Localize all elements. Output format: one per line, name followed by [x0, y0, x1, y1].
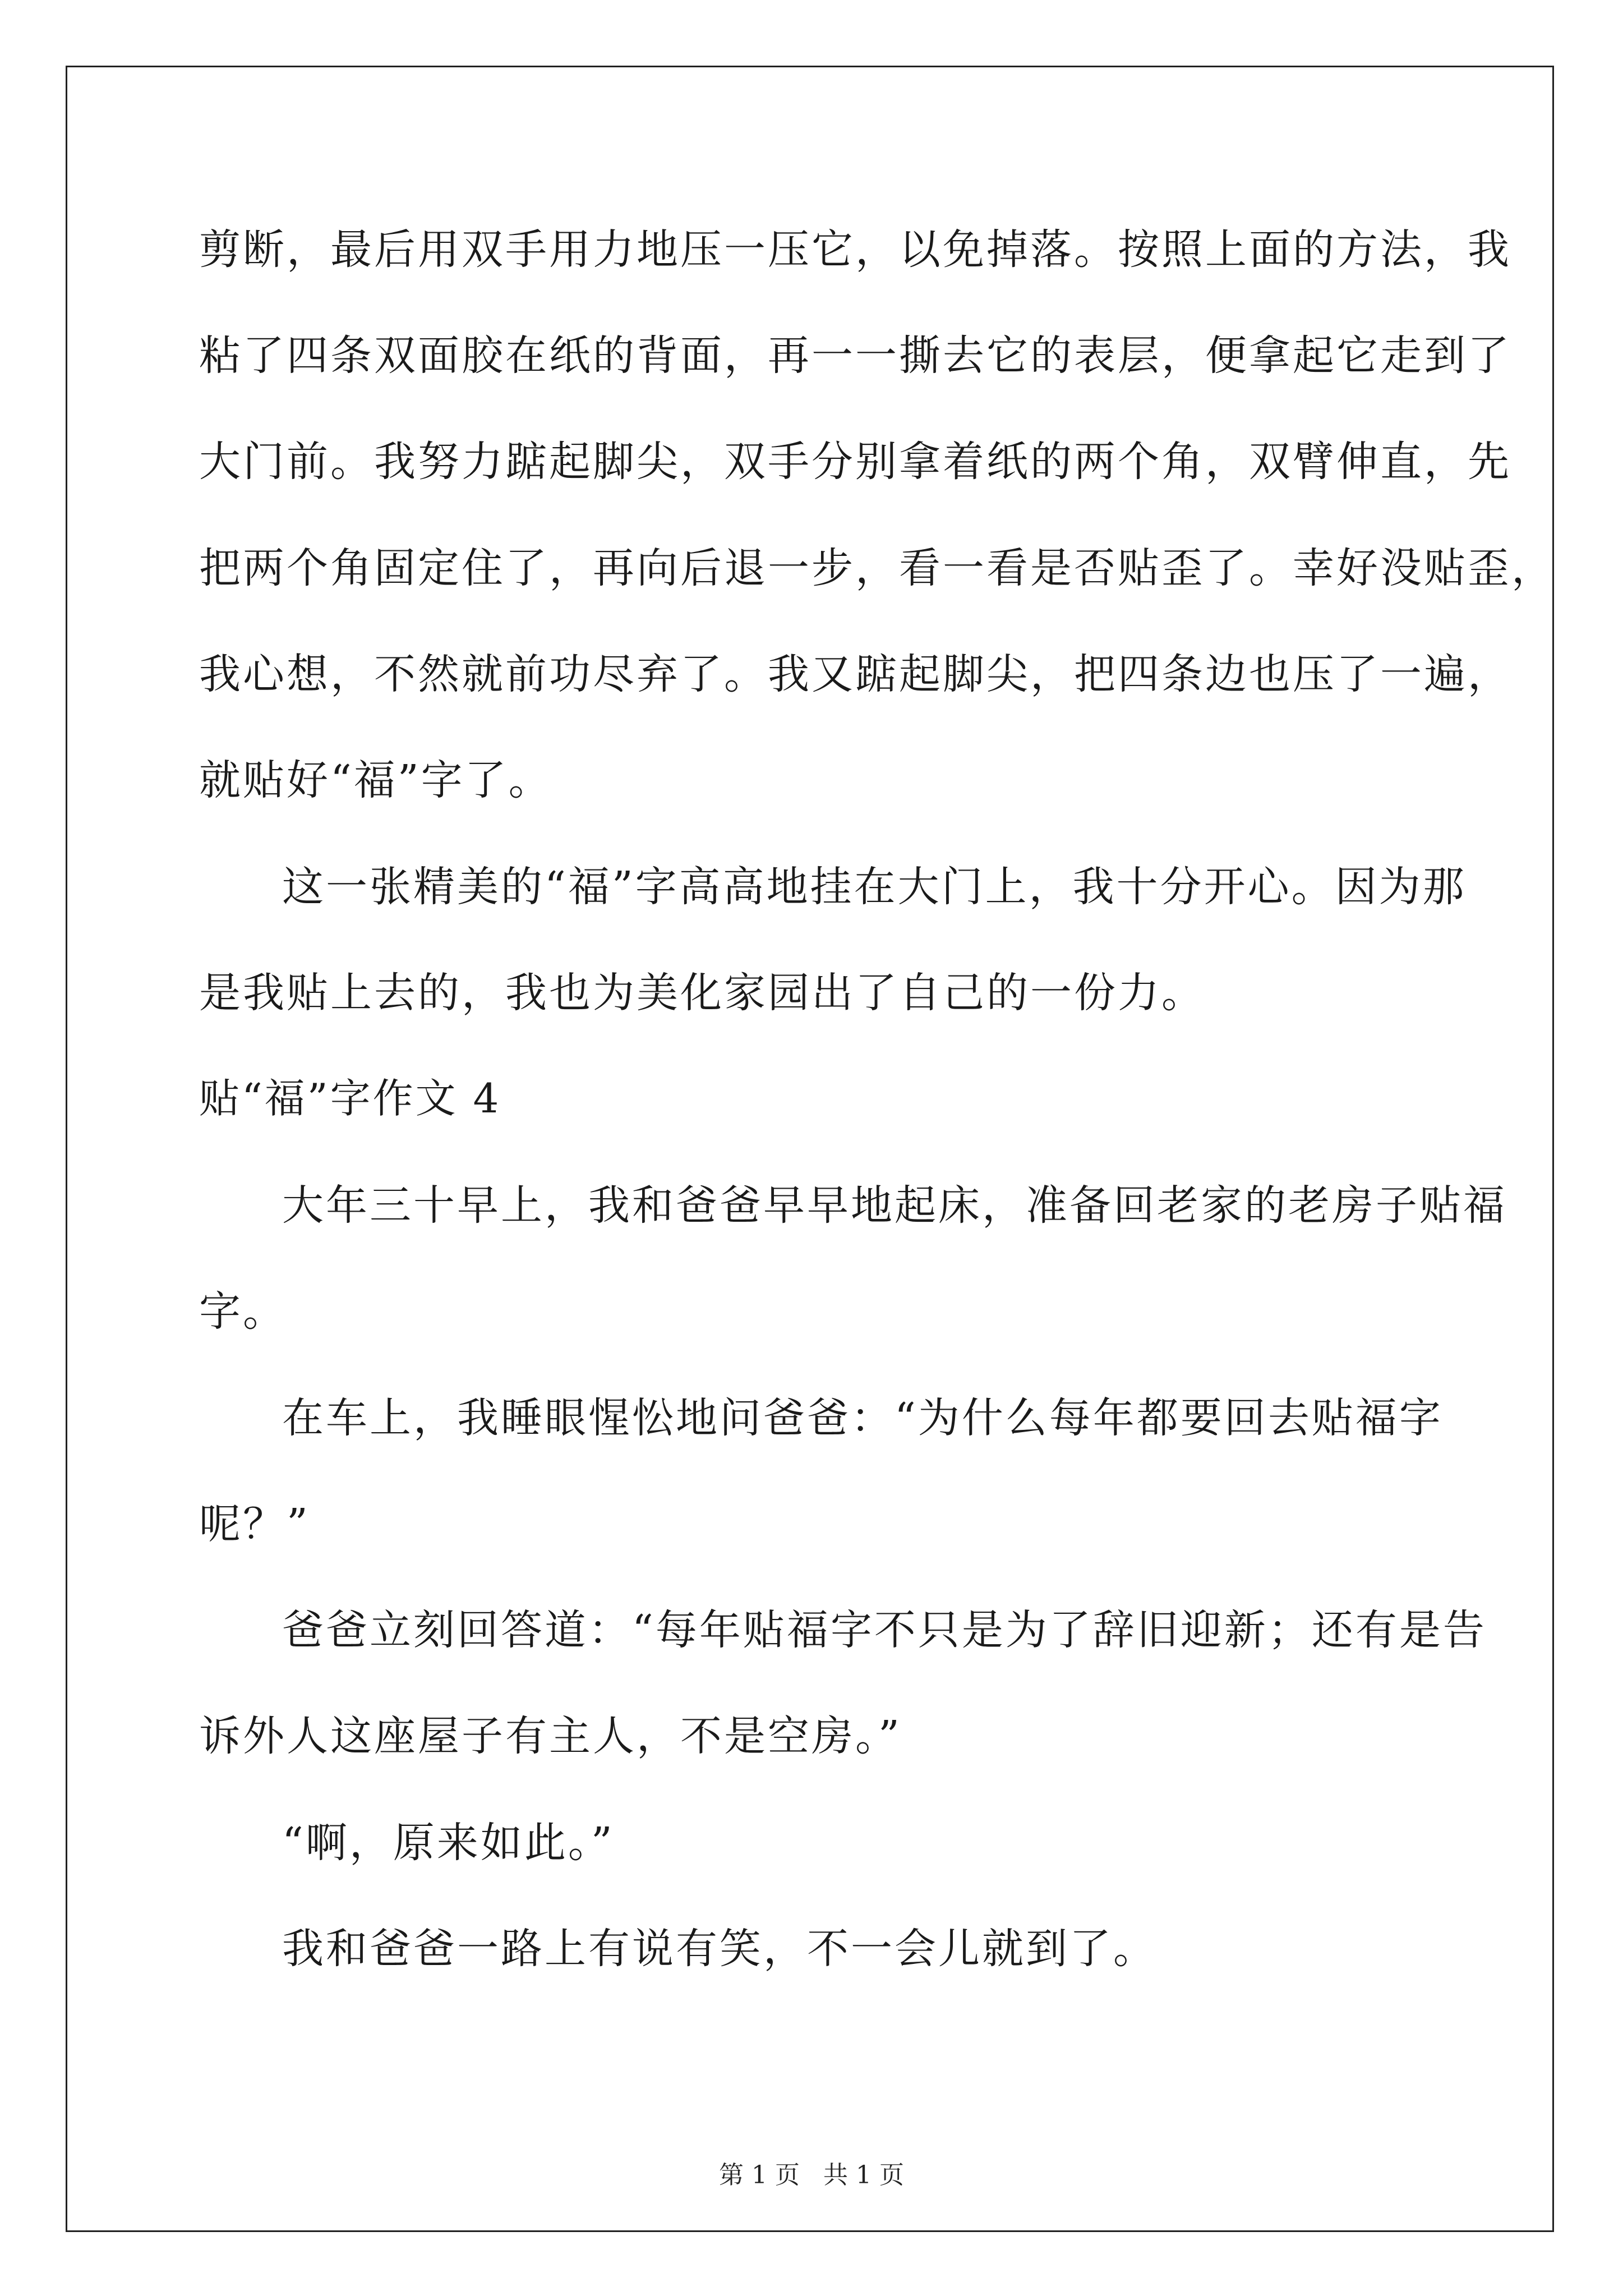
text-line: 就贴好“福”字了。	[199, 756, 552, 804]
text-line: 诉外人这座屋子有主人，不是空房。”	[199, 1712, 902, 1760]
text-line: 我和爸爸一路上有说有笑，不一会儿就到了。	[282, 1925, 1157, 1973]
text-line: 这一张精美的“福”字高高地挂在大门上，我十分开心。因为那	[282, 863, 1467, 911]
text-line: “啊，原来如此。”	[282, 1819, 615, 1867]
text-line: 剪断，最后用双手用力地压一压它，以免掉落。按照上面的方法，我	[199, 226, 1511, 274]
text-line: 粘了四条双面胶在纸的背面，再一一撕去它的表层，便拿起它走到了	[199, 332, 1511, 380]
text-line: 在车上，我睡眼惺忪地问爸爸：“为什么每年都要回去贴福字	[282, 1394, 1443, 1442]
text-line: 字。	[199, 1287, 287, 1336]
text-line: 我心想，不然就前功尽弃了。我又踮起脚尖，把四条边也压了一遍，	[199, 650, 1511, 698]
text-line: 大门前。我努力踮起脚尖，双手分别拿着纸的两个角，双臂伸直，先	[199, 438, 1511, 486]
text-line: 是我贴上去的，我也为美化家园出了自己的一份力。	[199, 969, 1205, 1017]
section-title: 贴“福”字作文 4	[199, 1075, 501, 1122]
text-line: 大年三十早上，我和爸爸早早地起床，准备回老家的老房子贴福	[282, 1181, 1507, 1230]
page-footer: 第 1 页 共 1 页	[719, 2161, 904, 2189]
text-line: 爸爸立刻回答道：“每年贴福字不只是为了辞旧迎新；还有是告	[282, 1606, 1487, 1654]
page-border	[66, 66, 1554, 2232]
text-line: 呢？”	[199, 1500, 310, 1548]
text-line: 把两个角固定住了，再向后退一步，看一看是否贴歪了。幸好没贴歪，	[199, 544, 1555, 592]
